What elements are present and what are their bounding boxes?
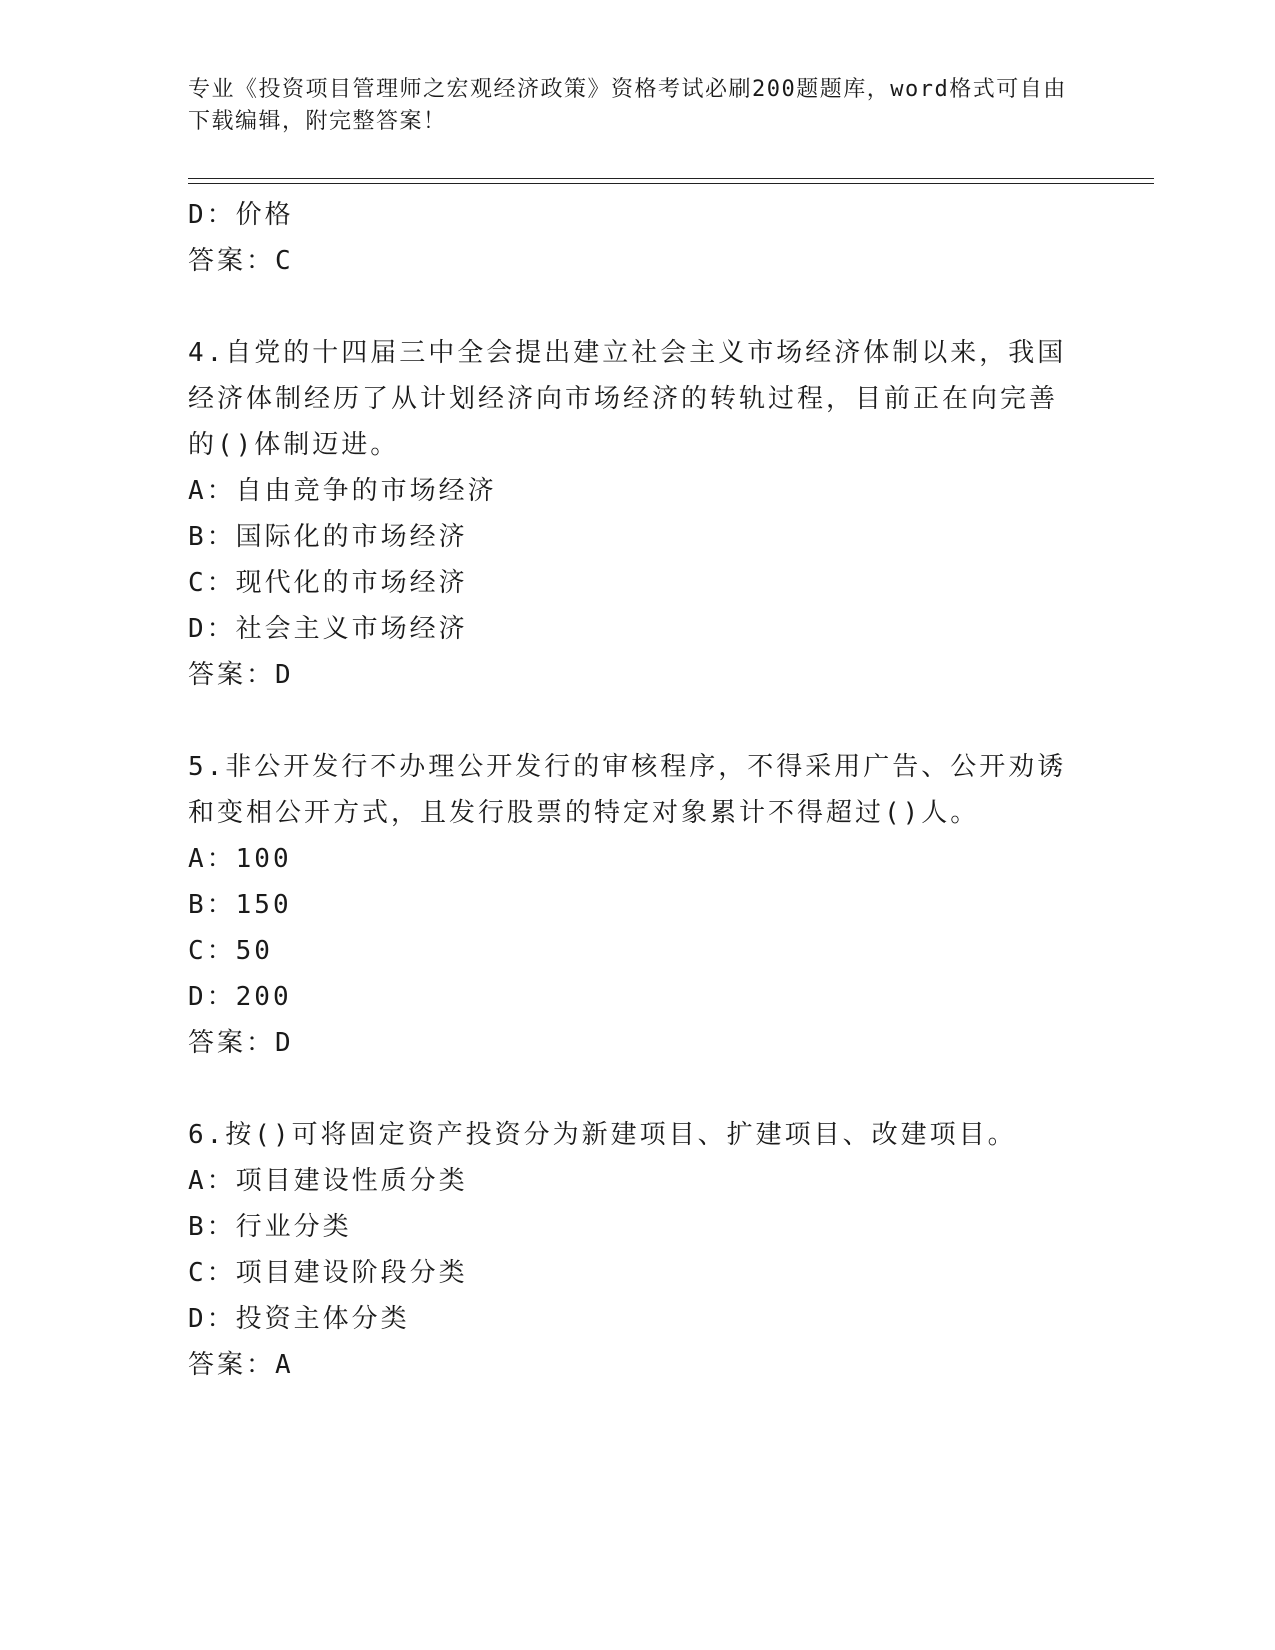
spacer xyxy=(188,1066,1068,1112)
header-rule-top xyxy=(188,178,1154,179)
document-header: 专业《投资项目管理师之宏观经济政策》资格考试必刷200题题库，word格式可自由下载编辑，附完整答案！ xyxy=(188,77,1067,134)
option-a: A：自由竞争的市场经济 xyxy=(188,476,497,506)
option-a: A：项目建设性质分类 xyxy=(188,1166,468,1196)
option-b: B：国际化的市场经济 xyxy=(188,522,468,552)
option-c: C：项目建设阶段分类 xyxy=(188,1258,468,1288)
option-d: D：200 xyxy=(188,982,292,1012)
option-c: C：现代化的市场经济 xyxy=(188,568,468,598)
document-body xyxy=(188,192,1068,1388)
question-stem: 6.按()可将固定资产投资分为新建项目、扩建项目、改建项目。 xyxy=(188,1120,1017,1150)
option-d: D：投资主体分类 xyxy=(188,1304,410,1334)
spacer xyxy=(188,284,1068,330)
option-d: D：社会主义市场经济 xyxy=(188,614,468,644)
question-stem: 5.非公开发行不办理公开发行的审核程序，不得采用广告、公开劝诱和变相公开方式，且发行股票的特定对象累计不得超过()人。 xyxy=(188,752,1067,828)
answer-line: 答案：D xyxy=(188,1028,294,1058)
answer-line: 答案：C xyxy=(188,246,294,276)
option-d: D：价格 xyxy=(188,200,294,230)
spacer xyxy=(188,698,1068,744)
option-b: B：行业分类 xyxy=(188,1212,352,1242)
header-rule-bottom xyxy=(188,183,1154,184)
answer-line: 答案：A xyxy=(188,1350,294,1380)
question-stem: 4.自党的十四届三中全会提出建立社会主义市场经济体制以来，我国经济体制经历了从计划经济向市场经济的转轨过程，目前正在向完善的()体制迈进。 xyxy=(188,338,1067,460)
option-c: C：50 xyxy=(188,936,273,966)
option-a: A：100 xyxy=(188,844,292,874)
answer-line: 答案：D xyxy=(188,660,294,690)
option-b: B：150 xyxy=(188,890,292,920)
